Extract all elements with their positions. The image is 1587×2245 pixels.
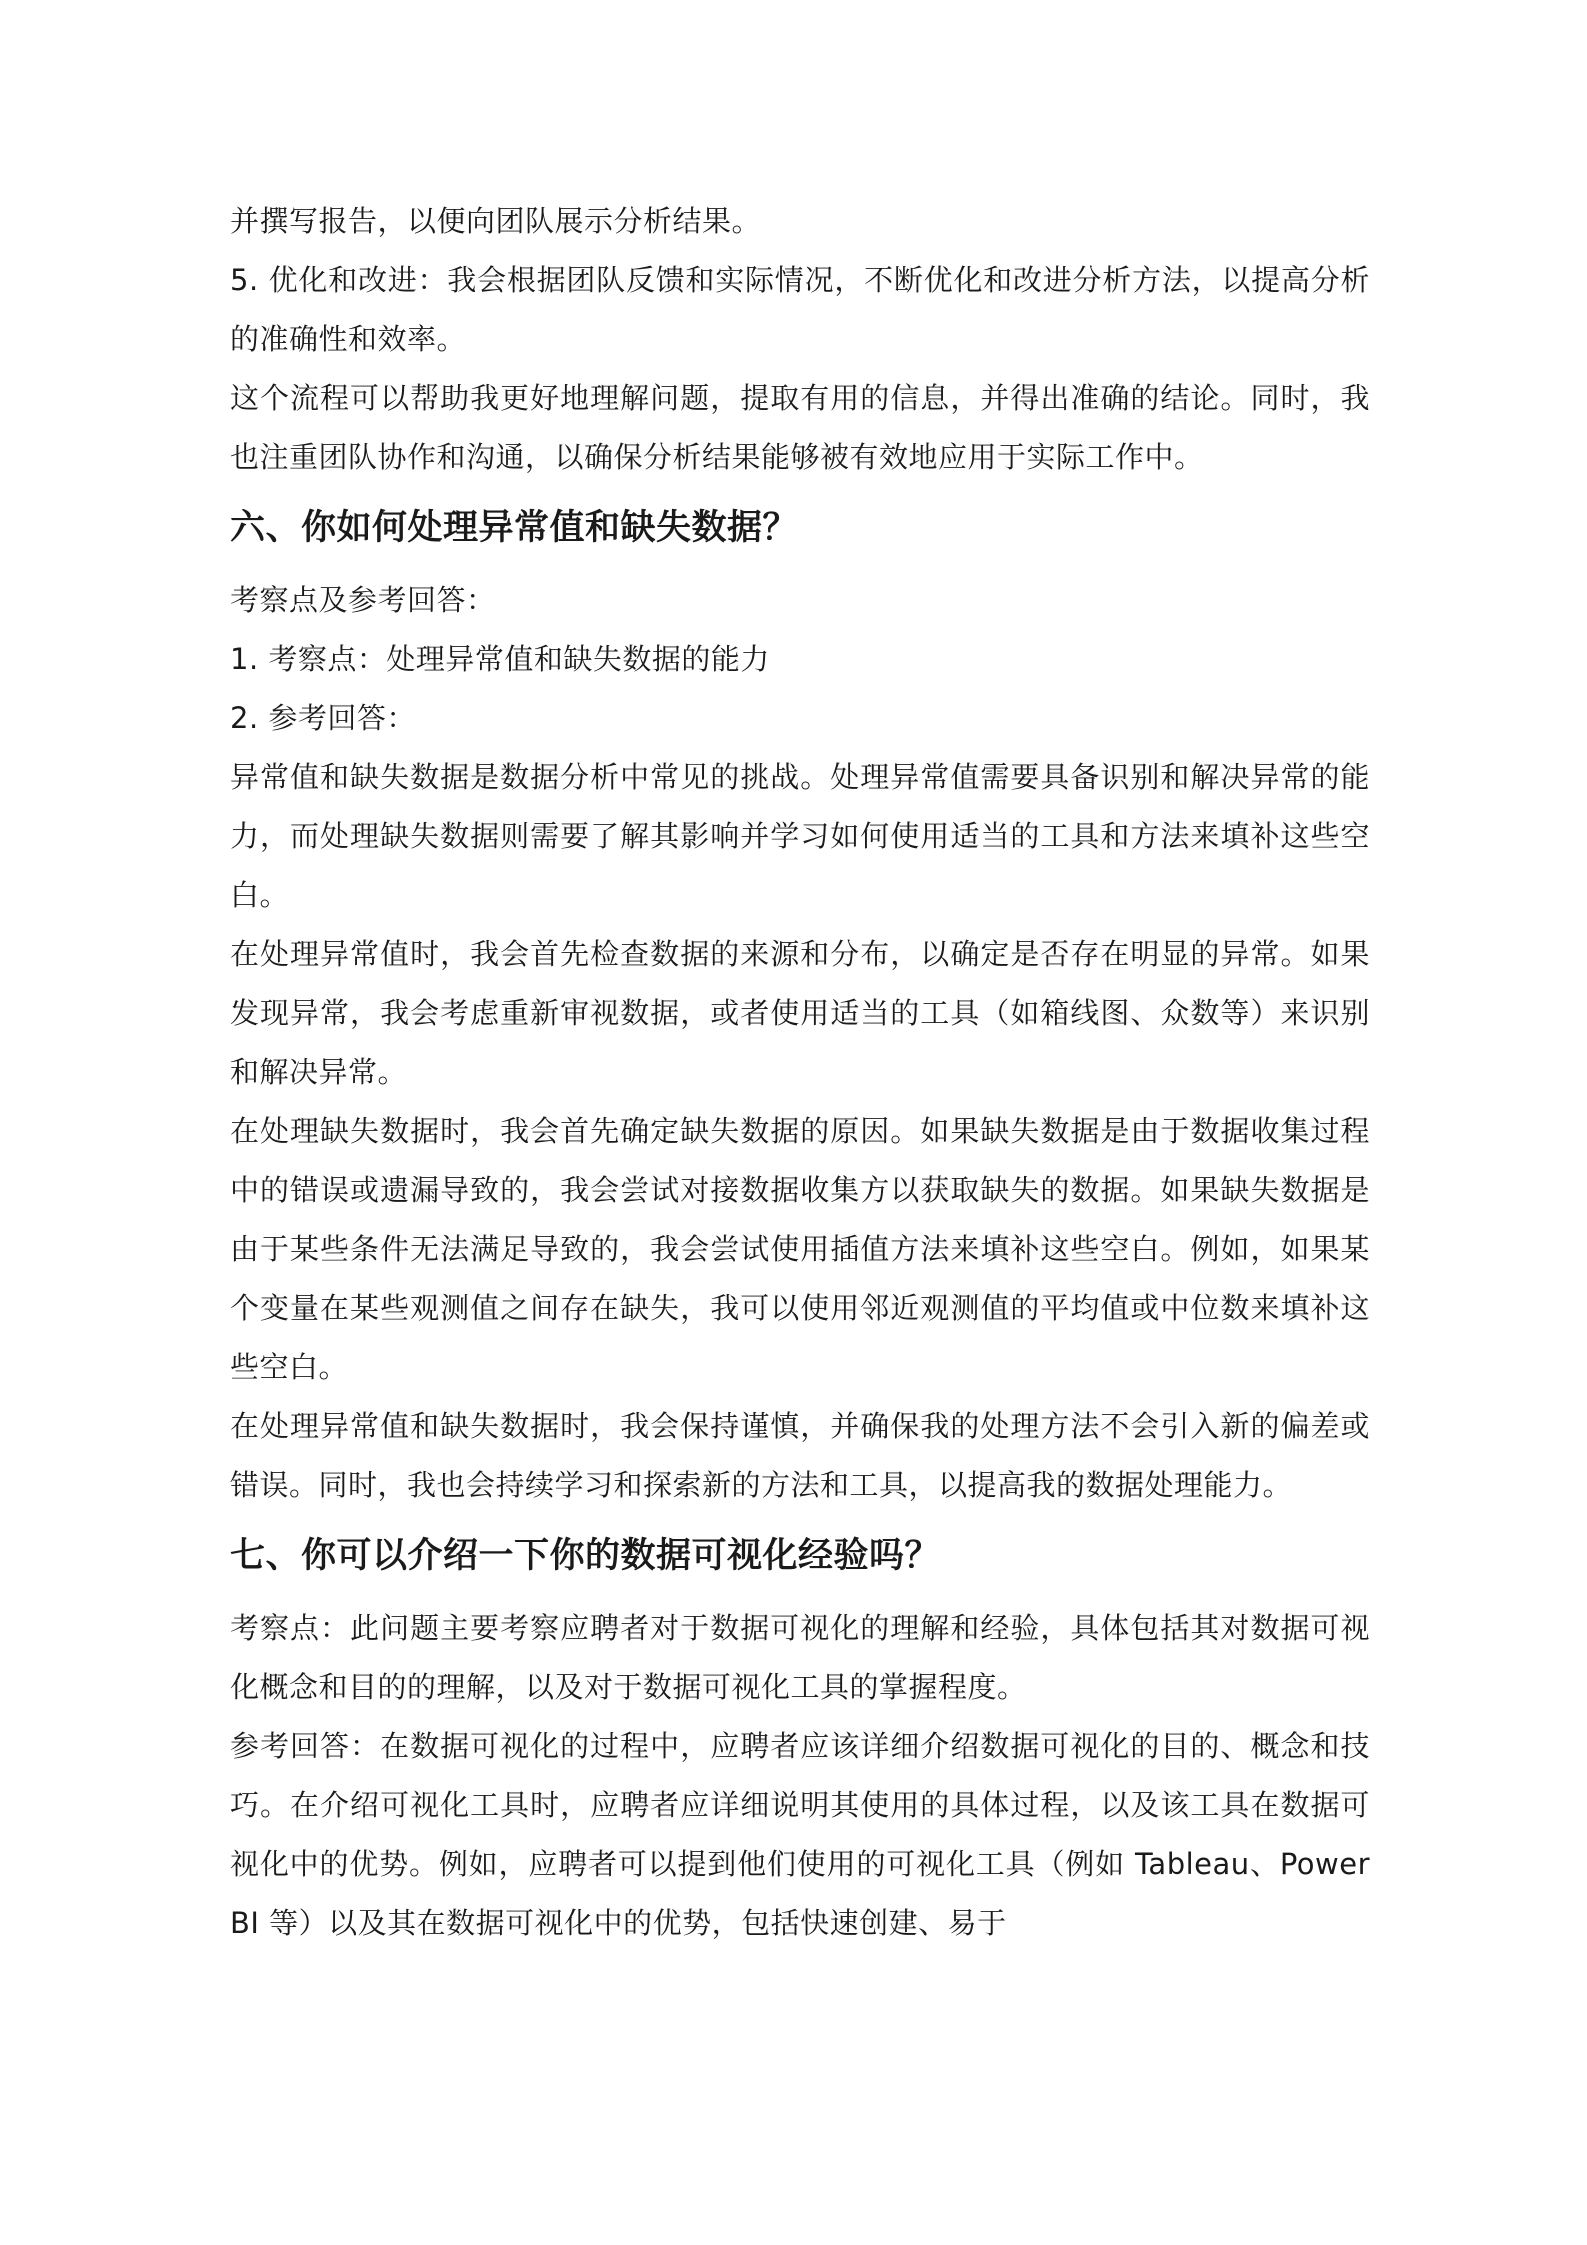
list-item: 2. 参考回答： [230, 701, 416, 735]
paragraph: 考察点：此问题主要考察应聘者对于数据可视化的理解和经验，具体包括其对数据可视化概念和目的的理解，以及对于数据可视化工具的掌握程度。 [230, 1611, 1370, 1704]
paragraph: 这个流程可以帮助我更好地理解问题，提取有用的信息，并得出准确的结论。同时，我也注重团队协作和沟通，以确保分析结果能够被有效地应用于实际工作中。 [230, 381, 1370, 474]
paragraph: 在处理异常值时，我会首先检查数据的来源和分布，以确定是否存在明显的异常。如果发现异常，我会考虑重新审视数据，或者使用适当的工具（如箱线图、众数等）来识别和解决异常。 [230, 937, 1370, 1089]
list-item: 5. 优化和改进：我会根据团队反馈和实际情况，不断优化和改进分析方法，以提高分析的准确性和效率。 [230, 263, 1370, 356]
paragraph: 参考回答：在数据可视化的过程中，应聘者应该详细介绍数据可视化的目的、概念和技巧。在介绍可视化工具时，应聘者应详细说明其使用的具体过程，以及该工具在数据可视化中的优势。例如，应聘者可以提到他们使用的可视化工具（例如 Tableau、PowerBI 等）以及其在数据可视化中的优势，包括快速创建、易于 [230, 1729, 1370, 1940]
paragraph: 在处理缺失数据时，我会首先确定缺失数据的原因。如果缺失数据是由于数据收集过程中的错误或遗漏导致的，我会尝试对接数据收集方以获取缺失的数据。如果缺失数据是由于某些条件无法满足导致的，我会尝试使用插值方法来填补这些空白。例如，如果某个变量在某些观测值之间存在缺失，我可以使用邻近观测值的平均值或中位数来填补这些空白。 [230, 1114, 1370, 1384]
section-heading-7: 七、你可以介绍一下你的数据可视化经验吗？ [230, 1536, 941, 1576]
paragraph: 在处理异常值和缺失数据时，我会保持谨慎，并确保我的处理方法不会引入新的偏差或错误。同时，我也会持续学习和探索新的方法和工具，以提高我的数据处理能力。 [230, 1409, 1370, 1502]
paragraph: 考察点及参考回答： [230, 583, 496, 617]
paragraph: 并撰写报告，以便向团队展示分析结果。 [230, 204, 762, 238]
paragraph: 异常值和缺失数据是数据分析中常见的挑战。处理异常值需要具备识别和解决异常的能力，而处理缺失数据则需要了解其影响并学习如何使用适当的工具和方法来填补这些空白。 [230, 760, 1370, 912]
document-page [230, 192, 1370, 1953]
list-item: 1. 考察点：处理异常值和缺失数据的能力 [230, 642, 770, 676]
section-heading-6: 六、你如何处理异常值和缺失数据？ [230, 508, 799, 548]
